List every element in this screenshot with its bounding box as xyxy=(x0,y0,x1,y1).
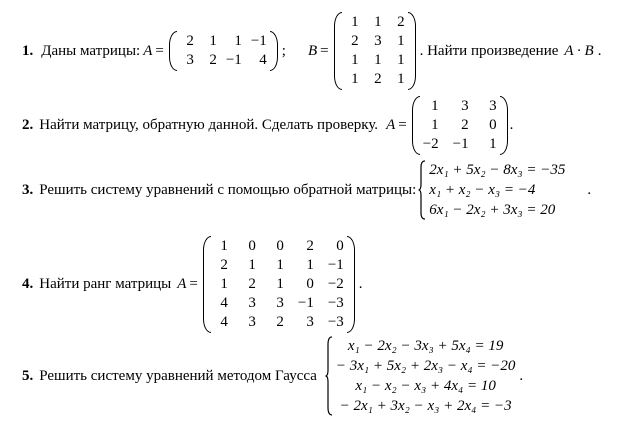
matrix-cell: 1 xyxy=(489,136,497,152)
matrix-cell: 4 xyxy=(259,52,267,68)
matrix-cell: 2 xyxy=(351,33,359,49)
matrix-cell: −2 xyxy=(422,136,439,152)
matrix-cell: −1 xyxy=(297,295,314,311)
matrix-cell: 0 xyxy=(336,238,344,254)
matrix-cell: 4 xyxy=(220,314,228,330)
matrix-cell: 3 xyxy=(489,98,497,114)
matrix-cell: 3 xyxy=(306,314,314,330)
equation: x₁ − 2x₂ − 3x₃ + 5x₄ = 19 xyxy=(347,338,504,354)
task-text: Решить систему уравнений методом Гаусса xyxy=(39,367,317,384)
equation: 6x₁ − 2x₂ + 3x₃ = 20 xyxy=(429,202,556,218)
task-4: 4. Найти ранг матрицы A = 1 0 0 2 0 2 1 1 1 −1 1 2 1 0 −2 4 3 3 −1 −3 4 3 2 3 −3 . xyxy=(22,236,363,333)
matrix-cell: 4 xyxy=(220,295,228,311)
matrix-cell: 1 xyxy=(351,52,359,68)
matrix-cell: 2 xyxy=(306,238,314,254)
equations xyxy=(333,336,515,416)
matrix-cell: −1 xyxy=(225,52,242,68)
end-dot: . xyxy=(519,367,524,384)
task-number: 5. xyxy=(22,367,34,384)
matrix-cell: 1 xyxy=(220,276,228,292)
matrix-a-label: A xyxy=(143,42,153,59)
matrix-cell: 0 xyxy=(276,238,284,254)
matrix-a xyxy=(203,236,355,333)
matrix-cell: 1 xyxy=(306,257,314,273)
matrix-a xyxy=(412,96,508,155)
matrix-cell: −1 xyxy=(250,33,267,49)
task-2: 2. Найти матрицу, обратную данной. Сделать проверку. A = 1 3 3 1 2 0 −2 −1 1 . xyxy=(22,96,513,155)
matrix-a xyxy=(169,31,278,71)
equation: − 2x₁ + 3x₂ − x₃ + 2x₄ = −3 xyxy=(339,398,512,414)
matrix-a-grid xyxy=(177,31,270,71)
equations xyxy=(426,160,565,220)
matrix-cell: 1 xyxy=(220,238,228,254)
task-text: Найти матрицу, обратную данной. Сделать проверку. xyxy=(39,117,379,133)
brace-icon xyxy=(418,160,426,220)
matrix-cell: 3 xyxy=(276,295,284,311)
matrix-cell: 1 xyxy=(397,52,405,68)
matrix-b xyxy=(334,12,416,90)
matrix-cell: −1 xyxy=(452,136,469,152)
matrix-cell: 1 xyxy=(276,257,284,273)
separator: ; xyxy=(281,42,286,59)
matrix-cell: 1 xyxy=(374,14,382,30)
equation: 2x₁ + 5x₂ − 8x₃ = −35 xyxy=(429,162,566,178)
matrix-a-grid xyxy=(420,96,500,155)
task-5 xyxy=(22,336,523,416)
matrix-cell: 2 xyxy=(397,14,405,30)
task-number: 2. xyxy=(22,117,34,133)
task-text: Найти ранг матрицы xyxy=(39,276,172,292)
matrix-b-grid xyxy=(342,12,408,90)
end-dot: . xyxy=(597,42,602,59)
matrix-a-label: A xyxy=(386,117,396,133)
matrix-cell: 2 xyxy=(209,52,217,68)
matrix-cell: −3 xyxy=(327,295,344,311)
matrix-a-grid xyxy=(211,236,347,333)
matrix-cell: 2 xyxy=(248,276,256,292)
product-expr: A · B xyxy=(564,42,594,59)
matrix-cell: 1 xyxy=(431,117,439,133)
task-number: 3. xyxy=(22,181,34,198)
matrix-cell: 0 xyxy=(248,238,256,254)
equation: x₁ − x₂ − x₃ + 4x₄ = 10 xyxy=(355,378,496,394)
matrix-cell: 1 xyxy=(351,71,359,87)
equation-system xyxy=(325,336,515,416)
task-after-text: . Найти произведение xyxy=(419,42,559,59)
matrix-cell: −1 xyxy=(327,257,344,273)
end-dot: . xyxy=(358,276,363,292)
matrix-cell: 1 xyxy=(276,276,284,292)
matrix-cell: −3 xyxy=(327,314,344,330)
end-dot: . xyxy=(509,117,514,133)
task-3 xyxy=(22,160,591,220)
matrix-cell: 2 xyxy=(276,314,284,330)
matrix-cell: 3 xyxy=(186,52,194,68)
matrix-b-label: B xyxy=(307,42,318,59)
matrix-cell: 1 xyxy=(431,98,439,114)
matrix-cell: 1 xyxy=(374,52,382,68)
matrix-cell: 3 xyxy=(248,314,256,330)
matrix-cell: 2 xyxy=(374,71,382,87)
matrix-cell: 2 xyxy=(220,257,228,273)
matrix-cell: 0 xyxy=(489,117,497,133)
matrix-cell: 1 xyxy=(234,33,242,49)
matrix-cell: 1 xyxy=(351,14,359,30)
equation-system xyxy=(418,160,565,220)
task-text: Даны матрицы: xyxy=(41,42,141,59)
equation: x₁ + x₂ − x₃ = −4 xyxy=(429,182,536,198)
task-number: 1. xyxy=(22,42,34,59)
matrix-cell: 1 xyxy=(209,33,217,49)
end-dot: . xyxy=(587,181,592,198)
matrix-cell: 0 xyxy=(306,276,314,292)
matrix-cell: −2 xyxy=(327,276,344,292)
task-text: Решить систему уравнений с помощью обратной матрицы: xyxy=(39,181,417,198)
matrix-cell: 1 xyxy=(397,33,405,49)
matrix-cell: 1 xyxy=(248,257,256,273)
matrix-cell: 2 xyxy=(186,33,194,49)
matrix-cell: 3 xyxy=(374,33,382,49)
task-number: 4. xyxy=(22,276,34,292)
task-1: 1. Даны матрицы: A = 2 1 1 −1 3 2 −1 4 ; B = 1 1 2 2 3 1 1 1 1 1 2 1 . Найти произведение A · B . xyxy=(22,12,601,90)
matrix-cell: 3 xyxy=(461,98,469,114)
matrix-cell: 1 xyxy=(397,71,405,87)
matrix-cell: 2 xyxy=(461,117,469,133)
matrix-a-label: A xyxy=(177,276,187,292)
equation: − 3x₁ + 5x₂ + 2x₃ − x₄ = −20 xyxy=(335,358,516,374)
matrix-cell: 3 xyxy=(248,295,256,311)
brace-icon xyxy=(325,336,333,416)
